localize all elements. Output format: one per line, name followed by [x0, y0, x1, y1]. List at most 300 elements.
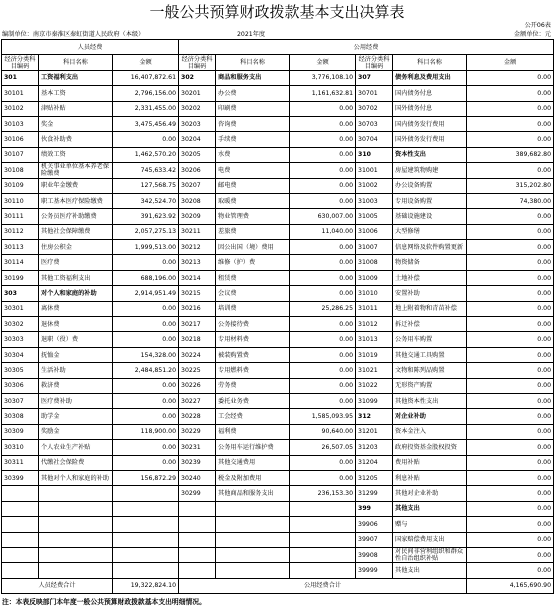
code-cell: 30103 — [2, 116, 39, 131]
amount-cell: 2,057,275.13 — [113, 224, 179, 239]
code-cell: 31099 — [356, 393, 393, 408]
name-cell: 工资福利支出 — [39, 70, 113, 85]
amount-cell: 11,040.00 — [290, 224, 356, 239]
code-cell: 31011 — [356, 301, 393, 316]
code-cell: 30309 — [2, 424, 39, 439]
name-cell — [39, 532, 113, 547]
name-cell: 退休费 — [39, 317, 113, 332]
amount-cell: 1,462,570.20 — [113, 147, 179, 162]
name-cell: 会议费 — [216, 286, 290, 301]
code-cell: 30311 — [2, 455, 39, 470]
totals-row — [2, 578, 554, 593]
amount-cell: 1,161,632.81 — [290, 86, 356, 101]
personnel-total-value: 19,322,824.10 — [113, 578, 179, 593]
code-cell: 30110 — [2, 193, 39, 208]
code-cell: 31010 — [356, 286, 393, 301]
amount-cell: 630,007.00 — [290, 209, 356, 224]
code-cell: 303 — [2, 286, 39, 301]
code-cell: 31013 — [356, 332, 393, 347]
name-cell: 公务用车运行维护费 — [216, 440, 290, 455]
column-header-name: 科目名称 — [39, 55, 113, 70]
name-cell: 机关事业单位基本养老保险缴费 — [39, 163, 113, 178]
amount-cell: 2,484,851.20 — [113, 363, 179, 378]
name-cell: 大型修缮 — [393, 224, 467, 239]
amount-cell: 0.00 — [290, 132, 356, 147]
code-cell — [2, 547, 39, 562]
name-cell: 邮电费 — [216, 178, 290, 193]
name-cell — [216, 563, 290, 578]
amount-cell: 3,475,456.49 — [113, 116, 179, 131]
table-row — [2, 70, 554, 85]
code-cell: 30107 — [2, 147, 39, 162]
code-cell: 31205 — [356, 470, 393, 485]
name-cell: 因公出国（境）费用 — [216, 240, 290, 255]
amount-cell — [113, 501, 179, 516]
name-cell — [39, 563, 113, 578]
amount-cell: 0.00 — [467, 378, 554, 393]
name-cell: 培训费 — [216, 301, 290, 316]
code-cell: 30112 — [2, 224, 39, 239]
amount-cell: 0.00 — [467, 347, 554, 362]
table-row — [2, 224, 554, 239]
code-cell — [179, 547, 216, 562]
amount-cell — [290, 563, 356, 578]
name-cell: 税金及附加费用 — [216, 470, 290, 485]
amount-cell: 1,999,513.00 — [113, 240, 179, 255]
table-row — [2, 209, 554, 224]
amount-cell — [290, 501, 356, 516]
table-row — [2, 270, 554, 285]
code-cell: 31002 — [356, 178, 393, 193]
name-cell: 信息网络及软件购置更新 — [393, 240, 467, 255]
amount-cell: 0.00 — [290, 378, 356, 393]
name-cell: 住房公积金 — [39, 240, 113, 255]
table-row — [2, 517, 554, 532]
code-cell: 30239 — [179, 455, 216, 470]
table-row — [2, 440, 554, 455]
amount-cell: 3,776,108.10 — [290, 70, 356, 85]
column-header-code: 经济分类科目编码 — [2, 55, 39, 70]
amount-cell: 0.00 — [290, 393, 356, 408]
name-cell: 房屋建筑物购建 — [393, 163, 467, 178]
amount-cell: 391,623.92 — [113, 209, 179, 224]
table-row — [2, 317, 554, 332]
code-cell: 30302 — [2, 317, 39, 332]
column-header-code: 经济分类科目编码 — [356, 55, 393, 70]
amount-cell: 0.00 — [467, 209, 554, 224]
name-cell: 电费 — [216, 163, 290, 178]
code-cell: 307 — [356, 70, 393, 85]
code-cell: 30216 — [179, 301, 216, 316]
code-cell: 301 — [2, 70, 39, 85]
name-cell: 医疗费补助 — [39, 393, 113, 408]
amount-cell: 0.00 — [290, 286, 356, 301]
amount-cell: 0.00 — [290, 332, 356, 347]
code-cell: 30704 — [356, 132, 393, 147]
name-cell: 其他交通工具购置 — [393, 347, 467, 362]
public-total-label: 公用经费合计 — [179, 578, 467, 593]
amount-cell: 0.00 — [113, 378, 179, 393]
name-cell: 拆迁补偿 — [393, 317, 467, 332]
amount-cell: 0.00 — [467, 224, 554, 239]
name-cell: 办公设备购置 — [393, 178, 467, 193]
name-cell: 抚恤金 — [39, 347, 113, 362]
name-cell: 赠与 — [393, 517, 467, 532]
amount-cell: 0.00 — [467, 240, 554, 255]
name-cell: 国内债务付息 — [393, 86, 467, 101]
amount-cell: 389,682.80 — [467, 147, 554, 162]
amount-cell — [113, 517, 179, 532]
amount-cell: 0.00 — [113, 440, 179, 455]
code-cell: 30703 — [356, 116, 393, 131]
code-cell: 31204 — [356, 455, 393, 470]
name-cell: 离休费 — [39, 301, 113, 316]
amount-cell: 0.00 — [113, 455, 179, 470]
name-cell: 费用补贴 — [393, 455, 467, 470]
name-cell: 国外债务付息 — [393, 101, 467, 116]
amount-cell: 0.00 — [467, 486, 554, 501]
column-header-row — [2, 55, 554, 70]
code-cell: 39908 — [356, 547, 393, 562]
name-cell — [39, 517, 113, 532]
table-row — [2, 563, 554, 578]
code-cell: 30108 — [2, 163, 39, 178]
name-cell: 无形资产购置 — [393, 378, 467, 393]
amount-cell: 0.00 — [467, 132, 554, 147]
code-cell: 30113 — [2, 240, 39, 255]
code-cell — [2, 563, 39, 578]
amount-cell: 0.00 — [467, 424, 554, 439]
amount-cell: 0.00 — [467, 286, 554, 301]
amount-cell: 90,640.00 — [290, 424, 356, 439]
code-cell: 310 — [356, 147, 393, 162]
code-cell: 302 — [179, 70, 216, 85]
table-row — [2, 455, 554, 470]
name-cell: 物资储备 — [393, 255, 467, 270]
code-cell: 30204 — [179, 132, 216, 147]
name-cell: 代缴社会保险费 — [39, 455, 113, 470]
column-header-name: 科目名称 — [393, 55, 467, 70]
name-cell: 劳务费 — [216, 378, 290, 393]
name-cell: 公务用车购置 — [393, 332, 467, 347]
code-cell: 30215 — [179, 286, 216, 301]
code-cell: 30299 — [179, 486, 216, 501]
table-row — [2, 393, 554, 408]
table-row — [2, 116, 554, 131]
amount-cell: 0.00 — [467, 301, 554, 316]
amount-cell: 0.00 — [467, 163, 554, 178]
amount-cell: 0.00 — [113, 332, 179, 347]
name-cell: 对企业补助 — [393, 409, 467, 424]
name-cell: 办公费 — [216, 86, 290, 101]
table-row — [2, 132, 554, 147]
table-row — [2, 301, 554, 316]
name-cell: 土地补偿 — [393, 270, 467, 285]
amount-cell: 0.00 — [290, 193, 356, 208]
name-cell: 资本性支出 — [393, 147, 467, 162]
code-cell: 31009 — [356, 270, 393, 285]
footnote: 注：本表反映部门本年度一般公共预算财政拨款基本支出明细情况。 — [2, 598, 206, 606]
table-row — [2, 547, 554, 562]
amount-cell: 0.00 — [467, 270, 554, 285]
code-cell: 31201 — [356, 424, 393, 439]
name-cell: 职业年金缴费 — [39, 178, 113, 193]
amount-cell: 0.00 — [467, 332, 554, 347]
table-row — [2, 378, 554, 393]
column-header-code: 经济分类科目编码 — [179, 55, 216, 70]
name-cell — [39, 547, 113, 562]
money-unit: 金额单位：元 — [513, 31, 551, 38]
name-cell: 利息补贴 — [393, 470, 467, 485]
code-cell: 30199 — [2, 270, 39, 285]
amount-cell: 0.00 — [467, 532, 554, 547]
personnel-total-label: 人员经费合计 — [2, 578, 113, 593]
code-cell: 30226 — [179, 378, 216, 393]
table-row — [2, 486, 554, 501]
code-cell — [2, 532, 39, 547]
table-row — [2, 409, 554, 424]
table-row — [2, 501, 554, 516]
code-cell — [2, 501, 39, 516]
code-cell: 30205 — [179, 147, 216, 162]
name-cell: 委托业务费 — [216, 393, 290, 408]
code-cell — [179, 532, 216, 547]
name-cell: 地上附着物和青苗补偿 — [393, 301, 467, 316]
name-cell: 专用材料费 — [216, 332, 290, 347]
code-cell — [179, 517, 216, 532]
name-cell: 维修（护）费 — [216, 255, 290, 270]
name-cell: 福利费 — [216, 424, 290, 439]
code-cell: 30114 — [2, 255, 39, 270]
name-cell: 救济费 — [39, 378, 113, 393]
amount-cell: 0.00 — [467, 255, 554, 270]
name-cell: 其他社会保障缴费 — [39, 224, 113, 239]
amount-cell: 118,900.00 — [113, 424, 179, 439]
code-cell: 30240 — [179, 470, 216, 485]
table-row — [2, 101, 554, 116]
name-cell: 退职（役）费 — [39, 332, 113, 347]
amount-cell: 0.00 — [290, 255, 356, 270]
name-cell: 国内债务发行费用 — [393, 116, 467, 131]
amount-cell: 0.00 — [467, 470, 554, 485]
table-row — [2, 86, 554, 101]
code-cell: 31022 — [356, 378, 393, 393]
code-cell: 30102 — [2, 101, 39, 116]
name-cell: 工会经费 — [216, 409, 290, 424]
name-cell: 生活补助 — [39, 363, 113, 378]
table-row — [2, 470, 554, 485]
amount-cell: 2,331,455.00 — [113, 101, 179, 116]
name-cell — [216, 532, 290, 547]
amount-cell: 0.00 — [467, 563, 554, 578]
code-cell: 30207 — [179, 178, 216, 193]
code-cell — [2, 486, 39, 501]
table-row — [2, 147, 554, 162]
table-row — [2, 178, 554, 193]
amount-cell: 0.00 — [467, 317, 554, 332]
name-cell: 个人农业生产补贴 — [39, 440, 113, 455]
code-cell: 30701 — [356, 86, 393, 101]
name-cell: 奖金 — [39, 116, 113, 131]
name-cell: 其他工资福利支出 — [39, 270, 113, 285]
amount-cell: 0.00 — [290, 363, 356, 378]
name-cell: 绩效工资 — [39, 147, 113, 162]
amount-cell: 2,796,156.00 — [113, 86, 179, 101]
name-cell: 债务利息及费用支出 — [393, 70, 467, 85]
code-cell: 30106 — [2, 132, 39, 147]
amount-cell: 0.00 — [113, 393, 179, 408]
report-year: 2021年度 — [237, 31, 266, 38]
amount-cell — [290, 547, 356, 562]
name-cell: 其他商品和服务支出 — [216, 486, 290, 501]
amount-cell: 315,202.80 — [467, 178, 554, 193]
table-row — [2, 332, 554, 347]
code-cell: 31012 — [356, 317, 393, 332]
public-total-value: 4,165,690.90 — [467, 578, 554, 593]
column-header-amount: 金额 — [467, 55, 554, 70]
table-row — [2, 240, 554, 255]
code-cell: 30301 — [2, 301, 39, 316]
amount-cell: 0.00 — [467, 393, 554, 408]
code-cell: 31019 — [356, 347, 393, 362]
code-cell: 30218 — [179, 332, 216, 347]
table-row — [2, 347, 554, 362]
name-cell: 对民间非营利组织和群众性自治组织补贴 — [393, 547, 467, 562]
code-cell — [179, 501, 216, 516]
name-cell: 伙食补助费 — [39, 132, 113, 147]
amount-cell: 0.00 — [467, 547, 554, 562]
code-cell: 30307 — [2, 393, 39, 408]
name-cell: 其他资本性支出 — [393, 393, 467, 408]
code-cell: 31003 — [356, 193, 393, 208]
code-cell: 31203 — [356, 440, 393, 455]
form-number: 公开06表 — [524, 22, 551, 29]
code-cell: 30229 — [179, 424, 216, 439]
name-cell: 其他支出 — [393, 501, 467, 516]
code-cell: 30101 — [2, 86, 39, 101]
amount-cell — [113, 532, 179, 547]
name-cell: 资本金注入 — [393, 424, 467, 439]
code-cell: 30228 — [179, 409, 216, 424]
amount-cell: 0.00 — [467, 409, 554, 424]
name-cell: 国家赔偿费用支出 — [393, 532, 467, 547]
name-cell: 被装购置费 — [216, 347, 290, 362]
code-cell: 30231 — [179, 440, 216, 455]
table-row — [2, 286, 554, 301]
amount-cell: 236,153.30 — [290, 486, 356, 501]
code-cell: 30214 — [179, 270, 216, 285]
code-cell: 30212 — [179, 240, 216, 255]
name-cell: 差旅费 — [216, 224, 290, 239]
name-cell: 职工基本医疗保险缴费 — [39, 193, 113, 208]
name-cell: 商品和服务支出 — [216, 70, 290, 85]
amount-cell: 0.00 — [467, 70, 554, 85]
name-cell: 对个人和家庭的补助 — [39, 286, 113, 301]
code-cell: 30206 — [179, 163, 216, 178]
code-cell: 30224 — [179, 347, 216, 362]
report-title: 一般公共预算财政拨款基本支出决算表 — [149, 3, 405, 21]
code-cell: 399 — [356, 501, 393, 516]
code-cell: 31006 — [356, 224, 393, 239]
code-cell: 30111 — [2, 209, 39, 224]
code-cell: 30305 — [2, 363, 39, 378]
amount-cell: 0.00 — [290, 101, 356, 116]
table-row — [2, 532, 554, 547]
column-header-name: 科目名称 — [216, 55, 290, 70]
name-cell: 其他对个人和家庭的补助 — [39, 470, 113, 485]
amount-cell: 0.00 — [113, 132, 179, 147]
name-cell: 专用设备购置 — [393, 193, 467, 208]
name-cell: 津贴补贴 — [39, 101, 113, 116]
name-cell: 水费 — [216, 147, 290, 162]
amount-cell: 2,914,951.49 — [113, 286, 179, 301]
amount-cell: 26,507.05 — [290, 440, 356, 455]
code-cell: 31021 — [356, 363, 393, 378]
amount-cell: 0.00 — [467, 501, 554, 516]
table-row — [2, 363, 554, 378]
amount-cell — [113, 547, 179, 562]
table-row — [2, 424, 554, 439]
code-cell — [179, 563, 216, 578]
name-cell — [39, 486, 113, 501]
amount-cell — [113, 563, 179, 578]
code-cell: 39999 — [356, 563, 393, 578]
amount-cell: 0.00 — [467, 86, 554, 101]
code-cell: 30109 — [2, 178, 39, 193]
code-cell: 30211 — [179, 224, 216, 239]
name-cell: 公务接待费 — [216, 317, 290, 332]
name-cell: 专用燃料费 — [216, 363, 290, 378]
name-cell: 其他交通费用 — [216, 455, 290, 470]
name-cell: 公务员医疗补助缴费 — [39, 209, 113, 224]
name-cell: 印刷费 — [216, 101, 290, 116]
amount-cell: 0.00 — [290, 470, 356, 485]
amount-cell: 0.00 — [467, 517, 554, 532]
code-cell: 30213 — [179, 255, 216, 270]
name-cell — [39, 501, 113, 516]
amount-cell: 0.00 — [290, 116, 356, 131]
code-cell: 30227 — [179, 393, 216, 408]
amount-cell: 0.00 — [290, 240, 356, 255]
table-row — [2, 255, 554, 270]
code-cell: 30217 — [179, 317, 216, 332]
amount-cell: 0.00 — [290, 147, 356, 162]
name-cell: 安置补助 — [393, 286, 467, 301]
name-cell — [216, 517, 290, 532]
name-cell: 基础设施建设 — [393, 209, 467, 224]
column-header-amount: 金额 — [113, 55, 179, 70]
code-cell: 30202 — [179, 101, 216, 116]
amount-cell: 0.00 — [467, 455, 554, 470]
amount-cell: 154,328.00 — [113, 347, 179, 362]
name-cell: 基本工资 — [39, 86, 113, 101]
name-cell: 助学金 — [39, 409, 113, 424]
code-cell: 31008 — [356, 255, 393, 270]
amount-cell: 25,286.25 — [290, 301, 356, 316]
code-cell: 30303 — [2, 332, 39, 347]
name-cell: 咨询费 — [216, 116, 290, 131]
amount-cell: 0.00 — [467, 363, 554, 378]
amount-cell: 16,407,872.61 — [113, 70, 179, 85]
code-cell: 31001 — [356, 163, 393, 178]
amount-cell: 0.00 — [467, 440, 554, 455]
amount-cell: 0.00 — [290, 455, 356, 470]
amount-cell: 0.00 — [290, 347, 356, 362]
amount-cell: 0.00 — [113, 317, 179, 332]
code-cell: 31005 — [356, 209, 393, 224]
name-cell: 其他支出 — [393, 563, 467, 578]
code-cell: 30310 — [2, 440, 39, 455]
